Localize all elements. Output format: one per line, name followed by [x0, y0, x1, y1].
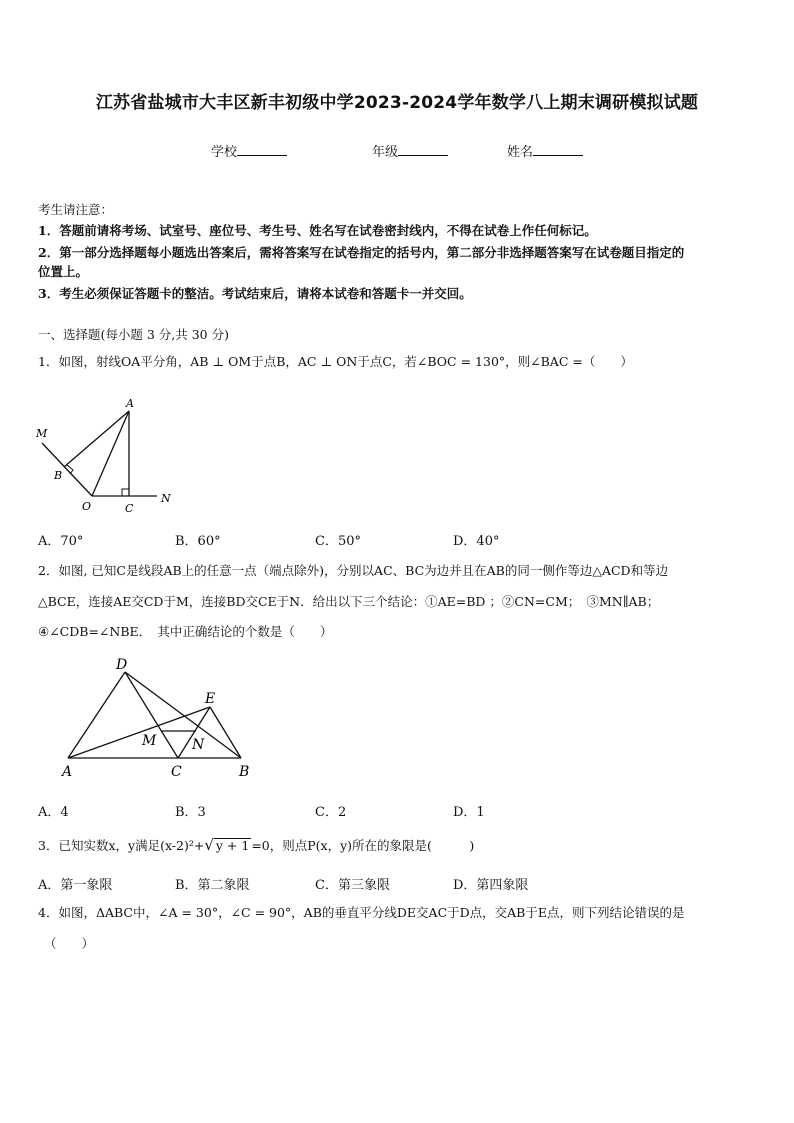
page-title: 江苏省盐城市大丰区新丰初级中学2023-2024学年数学八上期末调研模拟试题: [95, 93, 699, 113]
question-1-figure: [30, 396, 190, 516]
q1-option-b[interactable]: B．60°: [175, 534, 221, 549]
q1-option-d[interactable]: D．40°: [453, 534, 500, 549]
q1-option-c[interactable]: C．50°: [315, 534, 361, 549]
notice-item-1: 1．答题前请将考场、试室号、座位号、考生号、姓名写在试卷密封线内，不得在试卷上作任何标记。: [38, 223, 597, 238]
grade-blank[interactable]: [398, 143, 448, 156]
question-2-line-3: ④∠CDB=∠NBE． 其中正确结论的个数是（ ）: [38, 624, 333, 639]
question-2-line-2: △BCE，连接AE交CD于M，连接BD交CE于N．给出以下三个结论：①AE=BD ；②CN=CM； ③MN∥AB；: [38, 594, 660, 609]
label-B: B: [54, 469, 63, 482]
q2-option-c[interactable]: C．2: [315, 805, 347, 820]
notice-item-2-cont: 位置上。: [38, 264, 89, 279]
q3-option-d[interactable]: D．第四象限: [453, 878, 529, 893]
name-label: 姓名: [507, 145, 534, 160]
question-1-text: 1．如图，射线OA平分角，AB ⊥ OM于点B，AC ⊥ ON于点C，若∠BOC = 130°，则∠BAC =（ ）: [38, 354, 633, 369]
question-4-line-2: （ ）: [44, 936, 95, 951]
school-blank[interactable]: [237, 143, 287, 156]
q3-option-c[interactable]: C．第三象限: [315, 878, 390, 893]
q3-option-b[interactable]: B．第二象限: [175, 878, 250, 893]
label-O: O: [82, 500, 92, 513]
q2-option-a[interactable]: A．4: [38, 805, 69, 820]
q2-option-d[interactable]: D．1: [453, 805, 485, 820]
question-4-line-1: 4．如图，ΔABC中，∠A = 30°，∠C = 90°，AB的垂直平分线DE交AC于D点，交AB于E点，则下列结论错误的是: [38, 905, 685, 920]
grade-field: [372, 141, 448, 160]
name-field: [507, 141, 583, 160]
question-2-line-1: 2．如图, 已知C是线段AB上的任意一点（端点除外)，分别以AC、BC为边并且在AB的同一侧作等边△ACD和等边: [38, 563, 669, 578]
label-M: M: [36, 427, 48, 440]
school-field: [211, 141, 287, 160]
q3-text-before: 3．已知实数x，y满足(x-2)²+: [38, 838, 205, 853]
q3-sqrt-content: y + 1: [215, 838, 250, 853]
name-blank[interactable]: [533, 143, 583, 156]
question-2-figure: [58, 652, 268, 782]
grade-label: 年级: [372, 145, 399, 160]
label-N: N: [192, 737, 205, 753]
notice-item-2: 2．第一部分选择题每小题选出答案后，需将答案写在试卷指定的括号内，第二部分非选择题答案写在试卷题目指定的: [38, 245, 685, 260]
label-C: C: [171, 764, 182, 780]
section-heading: 一、选择题(每小题 3 分,共 30 分): [38, 327, 229, 342]
q3-option-a[interactable]: A．第一象限: [38, 878, 113, 893]
label-N: N: [161, 492, 171, 505]
label-D: D: [116, 657, 128, 673]
notice-heading: 考生请注意：: [38, 202, 114, 217]
label-C: C: [125, 502, 134, 515]
q3-text-after: =0，则点P(x，y)所在的象限是( ): [251, 838, 475, 853]
label-M: M: [142, 733, 157, 749]
label-A: A: [126, 397, 134, 410]
label-E: E: [205, 691, 216, 707]
q2-option-b[interactable]: B．3: [175, 805, 206, 820]
label-A: A: [62, 764, 73, 780]
label-B: B: [239, 764, 250, 780]
q1-option-a[interactable]: A．70°: [38, 534, 84, 549]
school-label: 学校: [211, 145, 238, 160]
question-3-text: 3．已知实数x，y满足(x-2)²+√ y + 1 =0，则点P(x，y)所在的象限是( ): [38, 836, 475, 854]
notice-item-3: 3．考生必须保证答题卡的整洁。考试结束后，请将本试卷和答题卡一并交回。: [38, 286, 472, 301]
